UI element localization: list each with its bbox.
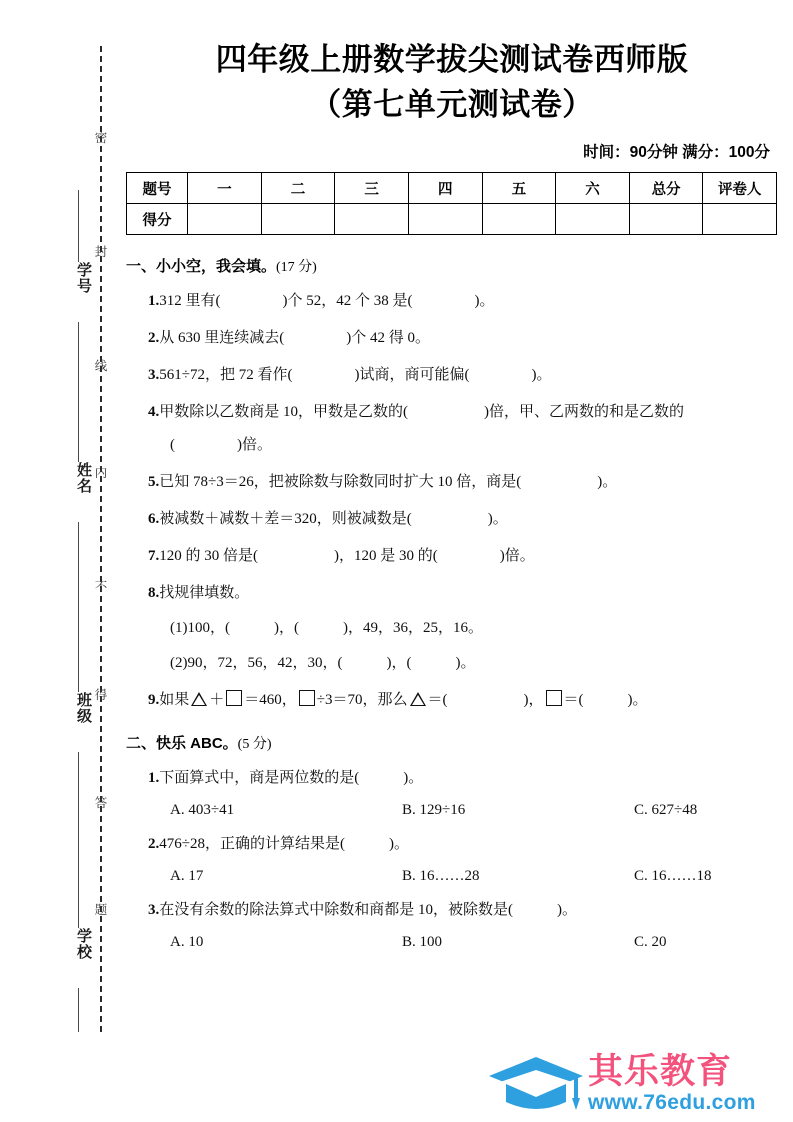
question-1-9-text-e: ＝( — [427, 692, 448, 708]
seal-char-2: 线 — [94, 359, 108, 373]
question-1-8-text-a: 找规律填数。 — [159, 585, 250, 601]
question-2-3-text-a: 在没有余数的除法算式中除数和商都是 10，被除数是( — [159, 902, 513, 918]
question-1-2-number: 2. — [148, 330, 160, 346]
question-1-8-sub-2 — [170, 652, 778, 675]
seal-char-4: 不 — [94, 580, 108, 594]
score-cell-6[interactable] — [556, 204, 630, 235]
field-rail-xuexiao-bottom — [78, 988, 79, 1032]
score-cell-1[interactable] — [188, 204, 262, 235]
question-2-3-text-b: )。 — [557, 902, 577, 918]
question-1-3-text-a: 561÷72，把 72 看作( — [159, 367, 293, 383]
question-2-1-text-b: )。 — [403, 770, 424, 786]
question-1-9-text-a: 如果 — [159, 692, 190, 708]
question-2-2-text-a: 476÷28，正确的计算结果是( — [159, 836, 345, 852]
table-col-2: 二 — [261, 173, 335, 204]
field-rail-xingming-top — [78, 412, 79, 462]
question-1-8-sub1-c: )，49，36，25，16。 — [343, 620, 483, 636]
question-1-8-sub2-a: (2)90，72，56，42，30，( — [170, 655, 343, 671]
table-col-3: 三 — [335, 173, 409, 204]
question-2-1-options — [170, 802, 778, 819]
question-2-3-options — [170, 934, 778, 951]
table-col-5: 五 — [482, 173, 556, 204]
question-2-1-text-a: 下面算式中，商是两位数的是( — [159, 770, 360, 786]
question-2-2-text-b: )。 — [388, 836, 409, 852]
question-1-3-text-b: )试商，商可能偏( — [354, 367, 470, 383]
question-1-4-text-a: 甲数除以乙数商是 10，甲数是乙数的( — [159, 404, 408, 420]
question-1-3 — [148, 364, 778, 387]
question-1-9-text-c: ＝460， — [244, 692, 297, 708]
field-label-banji: 班级 — [75, 692, 92, 724]
section-2-title: 二、快乐 ABC。 — [126, 735, 238, 752]
score-cell-3[interactable] — [335, 204, 409, 235]
table-row-label-tihao: 题号 — [127, 173, 188, 204]
brand-url: www.76edu.com — [588, 1090, 756, 1114]
table-col-total: 总分 — [629, 173, 703, 204]
question-1-6-text-a: 被减数＋减数＋差＝320，则被减数是( — [159, 511, 412, 527]
question-2-2-option-a[interactable]: A. 17 — [170, 868, 204, 884]
question-1-1-number: 1. — [148, 293, 160, 309]
graduation-cap-icon — [488, 1054, 584, 1114]
score-table — [126, 172, 777, 235]
square-symbol-icon-3 — [546, 690, 562, 706]
square-symbol-icon-2 — [299, 690, 315, 706]
field-rail-xuexiao-top — [78, 850, 79, 928]
table-row-label-defen: 得分 — [127, 204, 188, 235]
question-1-2-text-a: 从 630 里连续减去( — [159, 330, 285, 346]
question-1-2-text-b: )个 42 得 0。 — [346, 330, 430, 346]
page-title-line2: （第七单元测试卷） — [310, 87, 594, 122]
table-col-6: 六 — [556, 173, 630, 204]
question-1-1-text-a: 312 里有( — [159, 293, 221, 309]
question-1-9-text-d: ÷3＝70，那么 — [316, 692, 408, 708]
question-1-1-text-c: )。 — [474, 293, 495, 309]
table-col-grader: 评卷人 — [703, 173, 777, 204]
question-1-1 — [148, 290, 778, 313]
brand-name-cn: 其乐教育 — [588, 1051, 733, 1091]
question-2-1-option-b[interactable]: B. 129÷16 — [402, 802, 466, 818]
seal-char-6: 答 — [94, 796, 108, 810]
question-1-3-number: 3. — [148, 367, 160, 383]
question-1-5-number: 5. — [148, 474, 160, 490]
question-1-4-continued — [170, 434, 778, 457]
section-1-points: (17 分) — [276, 260, 317, 275]
table-col-1: 一 — [188, 173, 262, 204]
question-1-4-number: 4. — [148, 404, 160, 420]
question-1-8-sub2-b: )，( — [386, 655, 412, 671]
question-1-9-number: 9. — [148, 692, 160, 708]
question-1-9-text-h: )。 — [627, 692, 648, 708]
seal-char-0: 密 — [94, 131, 108, 145]
question-1-5-text-a: 已知 78÷3＝26，把被除数与除数同时扩大 10 倍，商是( — [159, 474, 522, 490]
table-col-4: 四 — [408, 173, 482, 204]
score-cell-4[interactable] — [408, 204, 482, 235]
table-row-header — [127, 173, 777, 204]
section-heading-2 — [126, 732, 778, 753]
question-2-3 — [148, 899, 778, 922]
question-1-7 — [148, 545, 778, 568]
question-1-4-text-b: )倍，甲、乙两数的和是乙数的 — [484, 404, 684, 420]
question-1-9-text-b: ＋ — [209, 692, 225, 708]
triangle-symbol-icon-2 — [410, 692, 426, 706]
question-1-4-cont-b: )倍。 — [237, 437, 272, 453]
question-2-2-number: 2. — [148, 836, 160, 852]
question-1-4-cont-a: ( — [170, 437, 175, 453]
section-1-title: 一、小小空，我会填。 — [126, 258, 277, 275]
question-1-8-sub1-a: (1)100，( — [170, 620, 230, 636]
question-1-6-text-b: )。 — [487, 511, 508, 527]
field-rail-xuehao-bottom — [78, 322, 79, 412]
question-1-9-text-g: ＝( — [563, 692, 584, 708]
question-1-8 — [148, 582, 778, 605]
score-cell-total[interactable] — [629, 204, 703, 235]
question-1-5-text-b: )。 — [597, 474, 618, 490]
question-2-2 — [148, 833, 778, 856]
field-label-xuexiao: 学校 — [75, 928, 92, 960]
question-2-1-number: 1. — [148, 770, 160, 786]
question-1-1-text-b: )个 52，42 个 38 是( — [282, 293, 413, 309]
score-cell-grader[interactable] — [703, 204, 777, 235]
question-1-9 — [148, 689, 778, 712]
question-2-1-option-c[interactable]: C. 627÷48 — [634, 802, 698, 818]
logo-text-block — [588, 1051, 756, 1115]
seal-char-3: 内 — [94, 466, 108, 480]
field-label-xuehao: 学号 — [75, 262, 92, 294]
question-1-7-text-a: 120 的 30 倍是( — [159, 548, 258, 564]
score-cell-5[interactable] — [482, 204, 556, 235]
section-heading-1 — [126, 255, 778, 276]
question-2-2-options — [170, 868, 778, 885]
question-2-2-option-b[interactable]: B. 16……28 — [402, 868, 480, 884]
seal-char-5: 得 — [94, 688, 108, 702]
page-title-line1: 四年级上册数学拔尖测试卷西师版 — [215, 42, 689, 77]
question-1-8-sub-1 — [170, 617, 778, 640]
exam-meta-info: 时间：90分钟 满分：100分 — [583, 144, 770, 161]
question-1-3-text-c: )。 — [531, 367, 552, 383]
question-1-5 — [148, 471, 778, 494]
triangle-symbol-icon — [191, 692, 207, 706]
question-1-8-number: 8. — [148, 585, 160, 601]
question-1-9-text-f: )， — [523, 692, 544, 708]
question-1-6 — [148, 508, 778, 531]
field-rail-banji-top — [78, 614, 79, 692]
question-2-3-option-a[interactable]: A. 10 — [170, 934, 204, 950]
score-cell-2[interactable] — [261, 204, 335, 235]
question-1-7-text-c: )倍。 — [499, 548, 535, 564]
table-row-scores — [127, 204, 777, 235]
question-1-4 — [148, 401, 778, 424]
question-2-3-option-c[interactable]: C. 20 — [634, 934, 667, 950]
paper-content — [126, 0, 778, 951]
question-2-2-option-c[interactable]: C. 16……18 — [634, 868, 712, 884]
question-2-1-option-a[interactable]: A. 403÷41 — [170, 802, 235, 818]
field-rail-xingming-bottom — [78, 522, 79, 614]
seal-margin — [0, 0, 120, 1122]
field-rail-xuehao-top — [78, 190, 79, 262]
question-2-3-option-b[interactable]: B. 100 — [402, 934, 443, 950]
question-1-8-sub2-c: )。 — [455, 655, 476, 671]
question-1-6-number: 6. — [148, 511, 160, 527]
question-2-1 — [148, 767, 778, 790]
square-symbol-icon — [226, 690, 242, 706]
seal-dashed-line — [100, 46, 102, 1032]
question-1-7-text-b: )，120 是 30 的( — [334, 548, 438, 564]
question-1-2 — [148, 327, 778, 350]
site-logo — [488, 1050, 788, 1118]
seal-char-7: 题 — [94, 903, 108, 917]
field-rail-banji-bottom — [78, 752, 79, 850]
section-2-points: (5 分) — [237, 737, 272, 752]
question-1-8-sub1-b: )，( — [274, 620, 299, 636]
question-1-7-number: 7. — [148, 548, 160, 564]
field-label-xingming: 姓名 — [75, 462, 92, 494]
seal-char-1: 封 — [94, 245, 108, 259]
question-2-3-number: 3. — [148, 902, 160, 918]
